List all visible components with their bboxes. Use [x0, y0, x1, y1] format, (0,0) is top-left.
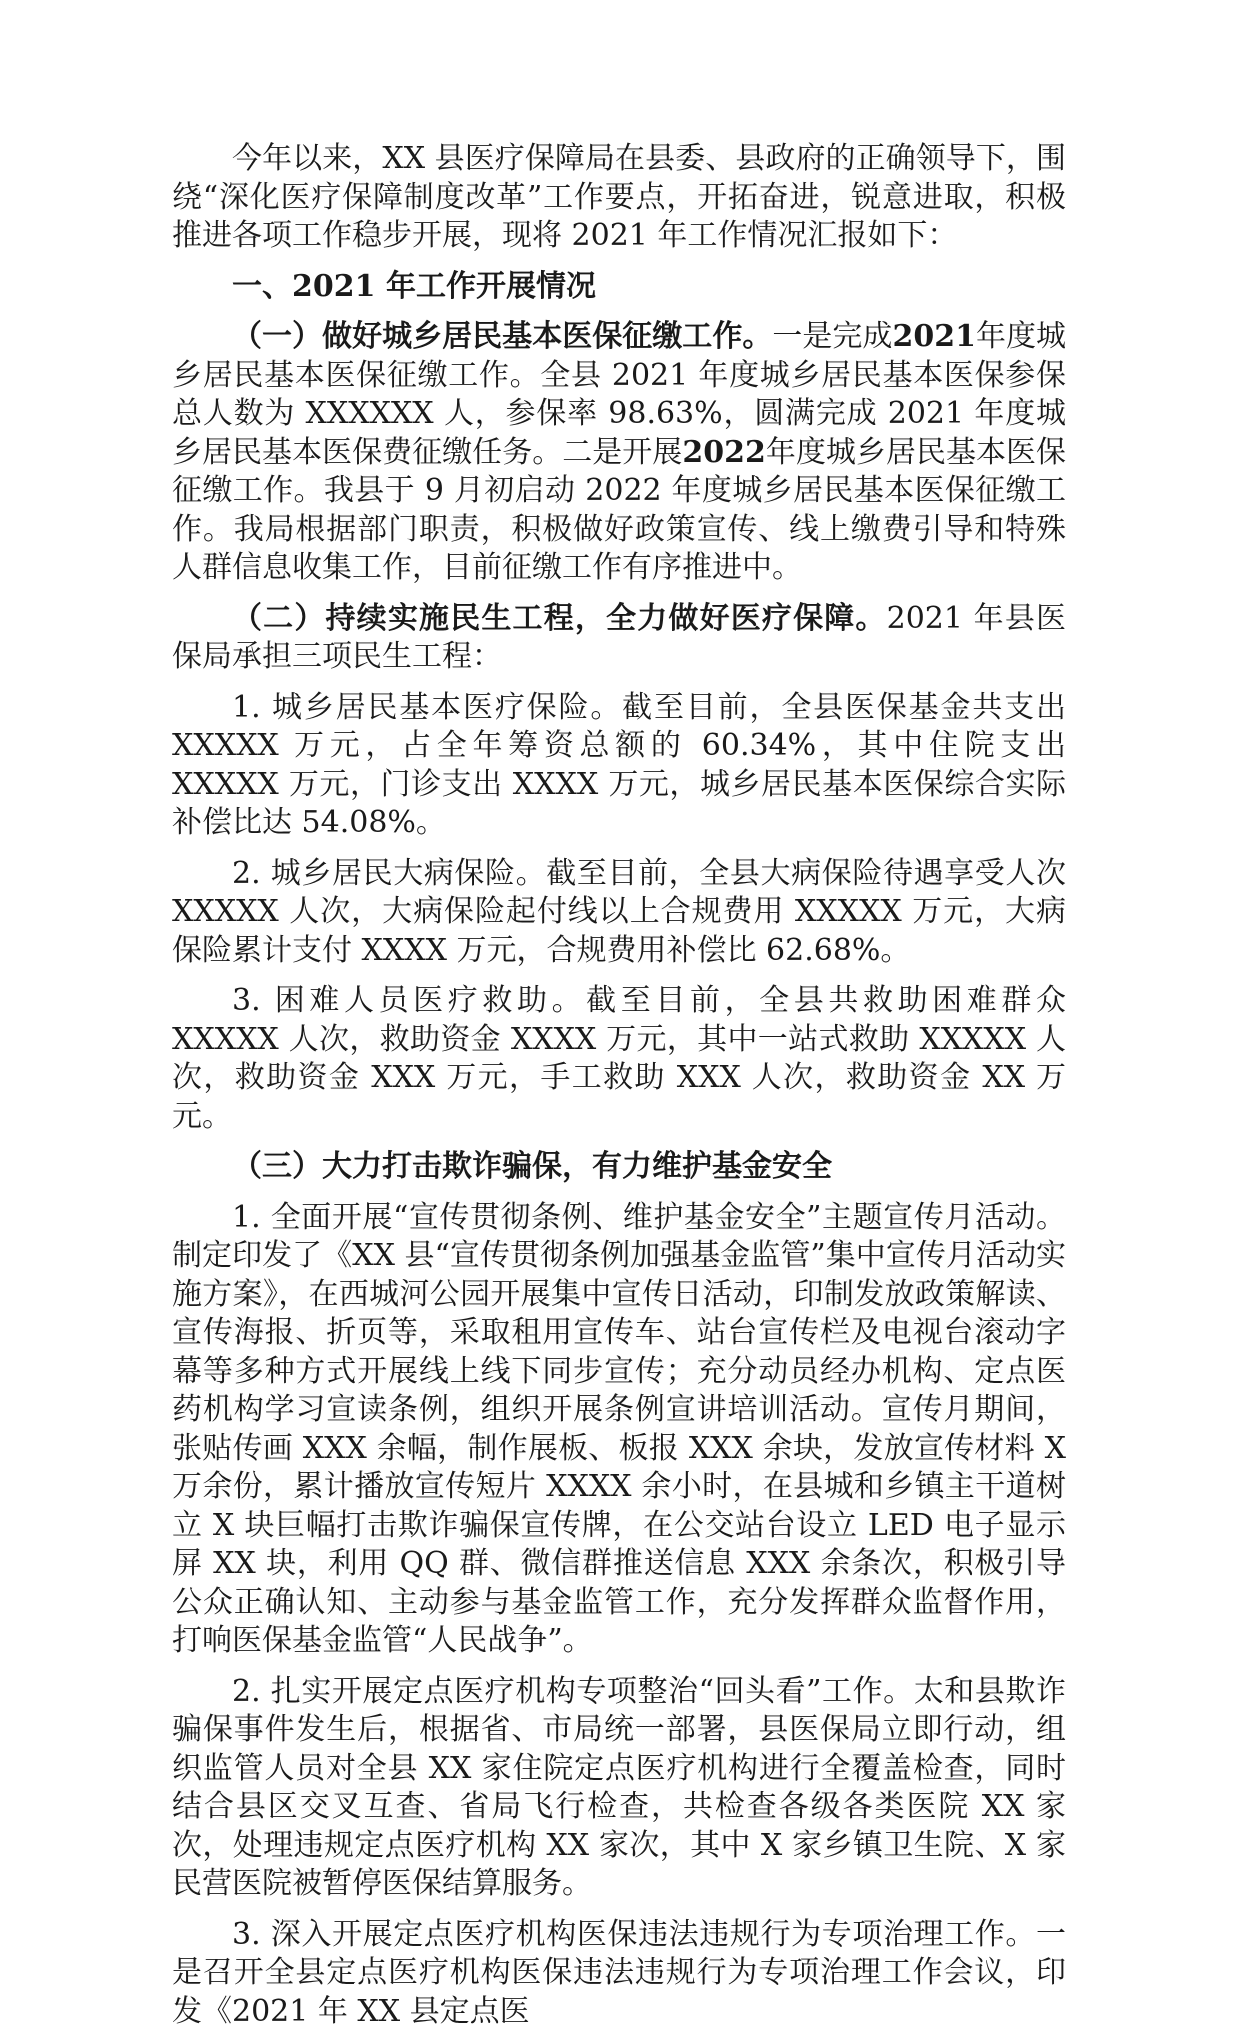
- list-item: 3. 深入开展定点医疗机构医保违法违规行为专项治理工作。一是召开全县定点医疗机构医保违法违规行为专项治理工作会议，印发《2021 年 XX 县定点医: [172, 1916, 1066, 2029]
- list-item: 1. 全面开展“宣传贯彻条例、维护基金安全”主题宣传月活动。制定印发了《XX 县“宣传贯彻条例加强基金监管”集中宣传月活动实施方案》，在西城河公园开展集中宣传日活动，印制发放政策解读、宣传海报、折页等，采取租用宣传车、站台宣传栏及电视台滚动字幕等多种方式开展线上线下同步宣传；充分动员经办机构、定点医药机构学习宣读条例，组织开展条例宣讲培训活动。宣传月期间，张贴传画 XXX 余幅，制作展板、板报 XXX 余块，发放宣传材料 X 万余份，累计播放宣传短片 XXXX 余小时，在县城和乡镇主干道树立 X 块巨幅打击欺诈骗保宣传牌，在公交站台设立 LED 电子显示屏 XX 块，利用 QQ 群、微信群推送信息 XXX 余条次，积极引导公众正确认知、主动参与基金监管工作，充分发挥群众监督作用，打响医保基金监管“人民战争”。: [172, 1199, 1066, 1658]
- text: 年度城乡居民基本医保征缴工作。全县 2021 年度城乡居民基本医保参保总人数为 XXXXXX 人，参保率 98.63%，圆满完成 2021 年度城乡居民基本医保费征缴任务。二是开展: [172, 319, 1067, 470]
- year-bold: 2022: [682, 434, 766, 470]
- list-item: 3. 困难人员医疗救助。截至目前，全县共救助困难群众 XXXXX 人次，救助资金 XXXX 万元，其中一站式救助 XXXXX 人次，救助资金 XXX 万元，手工救助 XXX 人次，救助资金 XX 万元。: [172, 983, 1066, 1134]
- text: 一是完成: [772, 319, 893, 354]
- intro-paragraph: 今年以来，XX 县医疗保障局在县委、县政府的正确领导下，围绕“深化医疗保障制度改革”工作要点，开拓奋进，锐意进取，积极推进各项工作稳步开展，现将 2021 年工作情况汇报如下：: [172, 141, 1066, 253]
- list-item: 2. 城乡居民大病保险。截至目前，全县大病保险待遇享受人次 XXXXX 人次，大病保险起付线以上合规费用 XXXXX 万元，大病保险累计支付 XXXX 万元，合规费用补偿比 62.68%。: [172, 855, 1066, 968]
- subsection-title: （二）持续实施民生工程，全力做好医疗保障。: [232, 600, 887, 636]
- year-bold: 2021: [892, 319, 976, 354]
- subsection-title: （一）做好城乡居民基本医保征缴工作。: [232, 319, 773, 354]
- paragraph-livelihood-projects: [172, 600, 1066, 677]
- subsection-title: （三）大力打击欺诈骗保，有力维护基金安全: [232, 1149, 832, 1184]
- section-heading: 一、2021 年工作开展情况: [232, 268, 596, 304]
- paragraph-medical-insurance-collection: [172, 318, 1066, 588]
- text: 年度城乡居民基本医保征缴工作。我县于 9 月初启动 2022 年度城乡居民基本医保征缴工作。我局根据部门职责，积极做好政策宣传、线上缴费引导和特殊人群信息收集工作，目前征缴工作有序推进中。: [172, 434, 1067, 585]
- list-item: 2. 扎实开展定点医疗机构专项整治“回头看”工作。太和县欺诈骗保事件发生后，根据省、市局统一部署，县医保局立即行动，组织监管人员对全县 XX 家住院定点医疗机构进行全覆盖检查，同时结合县区交叉互查、省局飞行检查，共检查各级各类医院 XX 家次，处理违规定点医疗机构 XX 家次，其中 X 家乡镇卫生院、X 家民营医院被暂停医保结算服务。: [172, 1673, 1066, 1901]
- document-page: [172, 140, 1066, 2043]
- text: 2021 年县医保局承担三项民生工程：: [172, 600, 1067, 674]
- list-item: 1. 城乡居民基本医疗保险。截至目前，全县医保基金共支出 XXXXX 万元，占全年筹资总额的 60.34%，其中住院支出 XXXXX 万元，门诊支出 XXXX 万元，城乡居民基本医保综合实际补偿比达 54.08%。: [172, 689, 1066, 840]
